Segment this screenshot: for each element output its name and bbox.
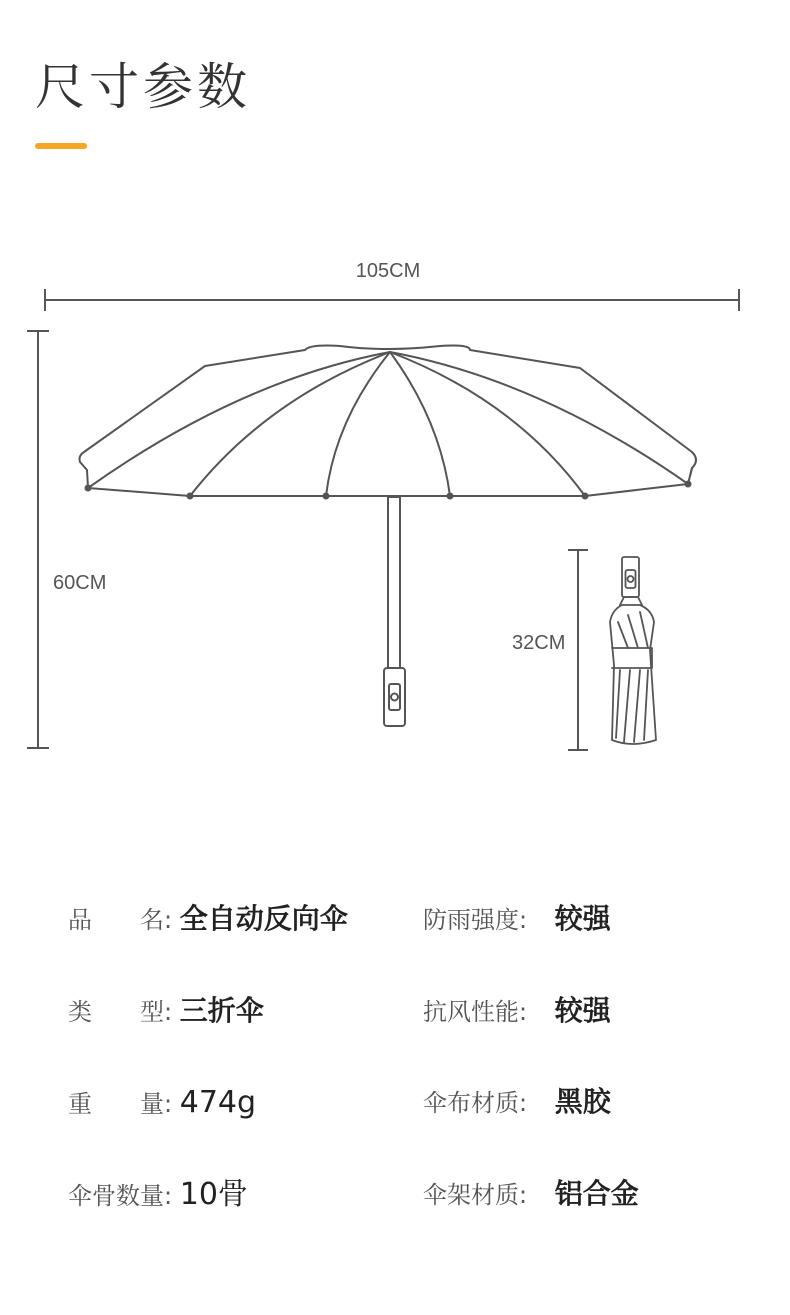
spec-value: 三折伞 [179,994,264,1027]
spec-key: 防雨强度: [423,906,528,934]
height-label: 60CM [53,572,107,594]
spec-value: 474g [179,1085,257,1120]
spec-value: 黑胶 [554,1085,611,1118]
page-title: 尺寸参数 [35,58,251,116]
spec-weight [68,1085,257,1120]
spec-key: 品 名: [68,906,173,934]
spec-rib-count [68,1177,248,1212]
width-dimension [45,289,739,311]
height-dimension [27,331,49,748]
spec-value: 全自动反向伞 [179,902,348,935]
width-label: 105CM [355,260,421,282]
spec-frame-material [423,1177,639,1210]
spec-key: 重 量: [68,1090,173,1118]
spec-type [68,994,264,1027]
spec-key: 抗风性能: [423,998,528,1026]
spec-key: 伞骨数量: [68,1182,173,1210]
folded-dimension [568,550,588,750]
spec-fabric-material [423,1085,611,1118]
spec-product-name [68,902,348,935]
spec-key: 伞布材质: [423,1089,528,1117]
spec-value: 10骨 [179,1177,248,1212]
spec-value: 铝合金 [554,1177,639,1210]
spec-rain-resistance [423,902,611,935]
spec-wind-resistance [423,994,611,1027]
spec-key: 伞架材质: [423,1181,528,1209]
folded-umbrella-icon [610,557,656,744]
spec-value: 较强 [554,902,611,935]
spec-value: 较强 [554,994,611,1027]
open-umbrella-icon [80,346,697,727]
folded-length-label: 32CM [512,632,566,654]
spec-key: 类 型: [68,998,173,1026]
